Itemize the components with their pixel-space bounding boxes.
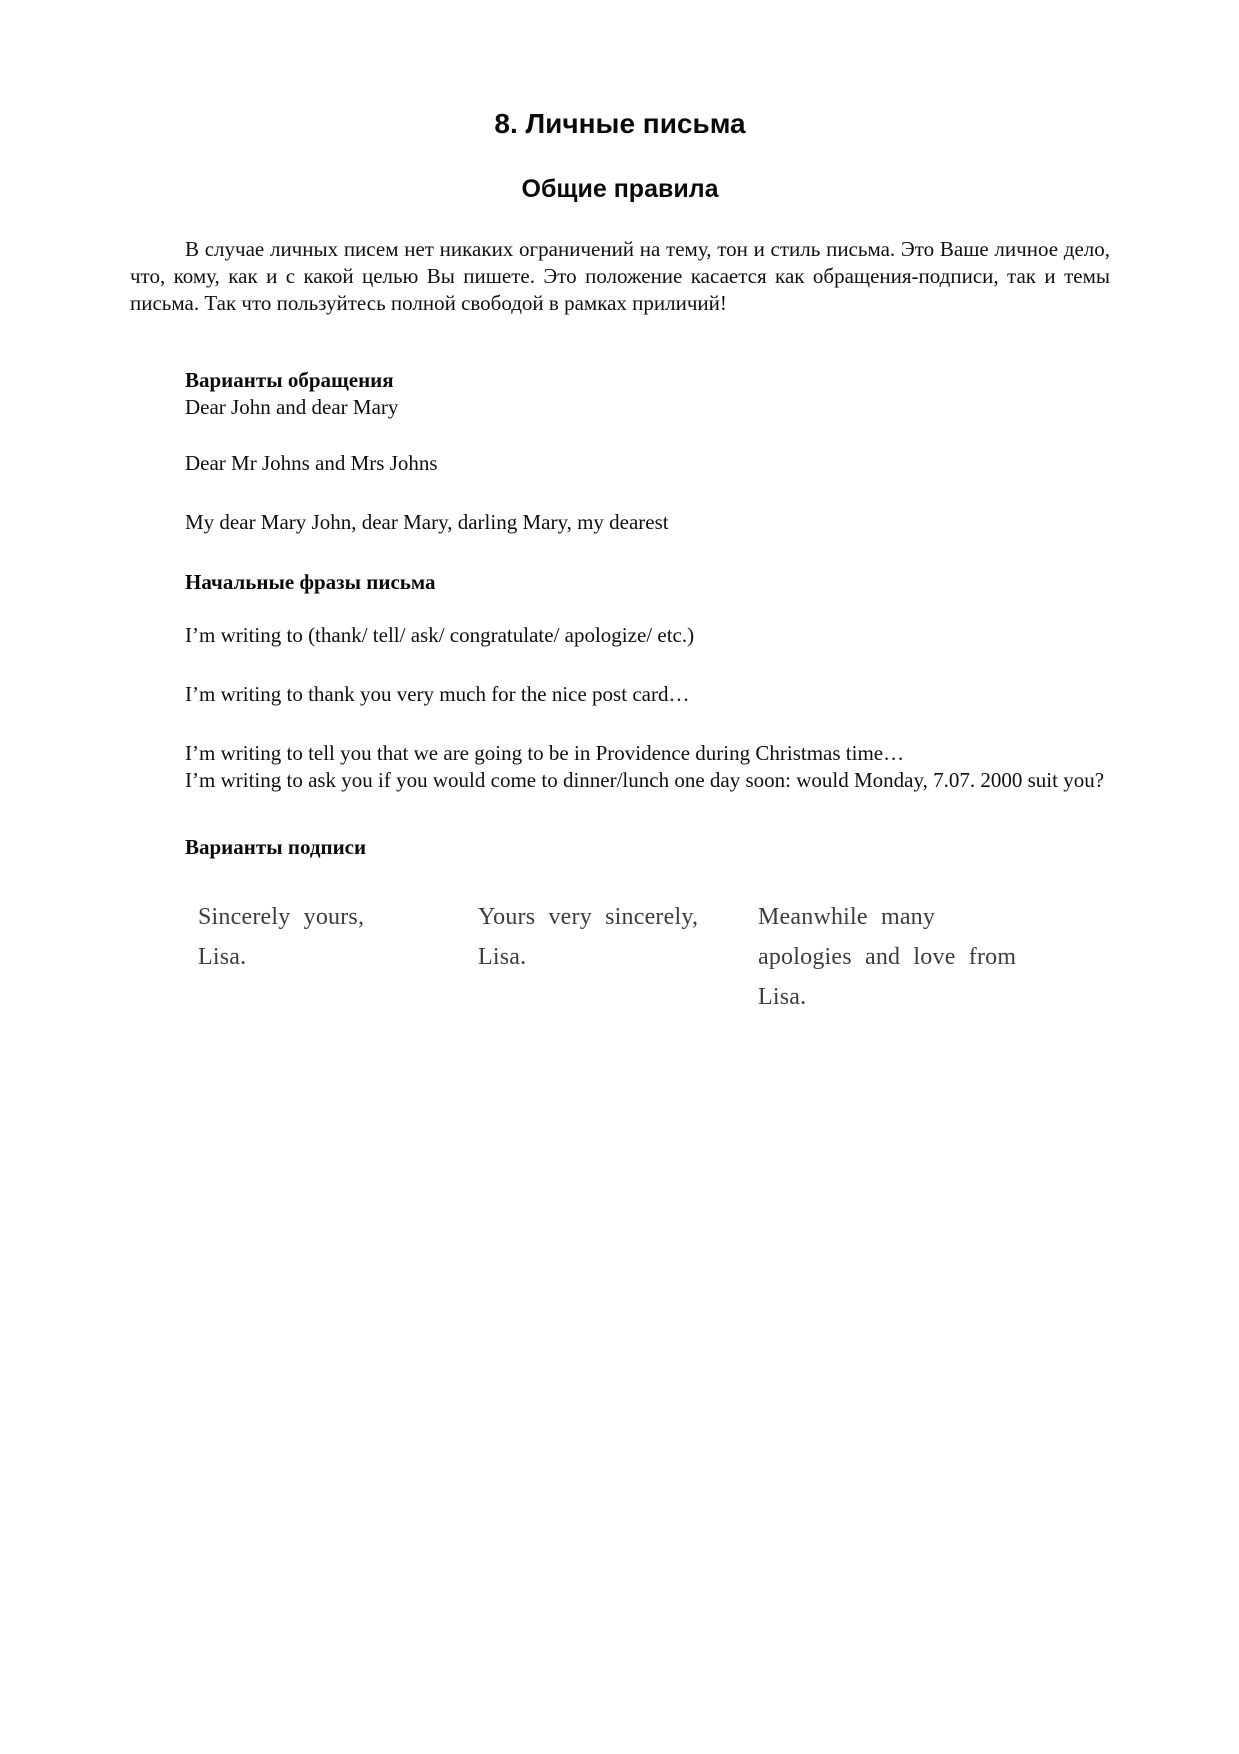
signature-column-3 — [758, 897, 1038, 1017]
signature-3-line-2: apologies and love from — [758, 944, 1017, 970]
section-heading-signatures: Варианты подписи — [185, 835, 367, 859]
page-title: 8. Личные письма — [494, 108, 746, 139]
page-content — [130, 0, 1110, 1017]
signature-column-1 — [198, 897, 478, 1017]
signature-column-2 — [478, 897, 758, 1017]
intro-paragraph: В случае личных писем нет никаких ограничений на тему, тон и стиль письма. Это Ваше личное дело, что, кому, как и с какой целью Вы пишете. Это положение касается как обращения-подписи, так и темы письма. Так что пользуйтесь полной свободой в рамках приличий! — [130, 237, 1110, 315]
greeting-example-1: Dear John and dear Mary — [185, 395, 399, 419]
signature-2-line-1: Yours very sincerely, — [478, 904, 699, 930]
signature-3-line-1: Meanwhile many — [758, 904, 936, 930]
opening-phrase-3: I’m writing to tell you that we are going to be in Providence during Christmas time… — [185, 741, 905, 765]
opening-phrase-4: I’m writing to ask you if you would come to dinner/lunch one day soon: would Monday, 7.07. 2000 suit you? — [185, 768, 1105, 792]
section-heading-greetings: Варианты обращения — [185, 368, 394, 392]
section-heading-opening-phrases: Начальные фразы письма — [185, 570, 436, 594]
opening-phrase-2: I’m writing to thank you very much for the nice post card… — [185, 682, 690, 706]
signature-3-line-3: Lisa. — [758, 984, 807, 1010]
page-subtitle: Общие правила — [521, 175, 719, 203]
signature-2-line-2: Lisa. — [478, 944, 527, 970]
opening-phrase-1: I’m writing to (thank/ tell/ ask/ congratulate/ apologize/ etc.) — [185, 623, 695, 647]
greeting-example-3: My dear Mary John, dear Mary, darling Mary, my dearest — [185, 510, 669, 534]
signature-1-line-2: Lisa. — [198, 944, 247, 970]
signature-1-line-1: Sincerely yours, — [198, 904, 365, 930]
greeting-example-2: Dear Mr Johns and Mrs Johns — [185, 451, 438, 475]
signature-examples-row — [198, 897, 1110, 1017]
